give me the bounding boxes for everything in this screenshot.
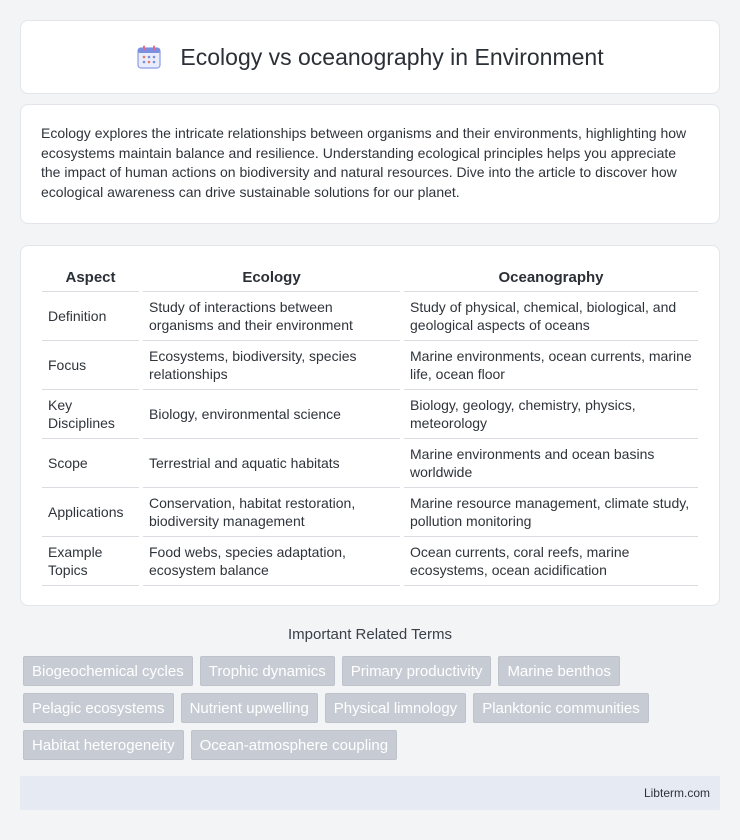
table-row: [42, 439, 698, 488]
related-term-tag[interactable]: Pelagic ecosystems: [23, 693, 174, 723]
related-term-tag[interactable]: Nutrient upwelling: [181, 693, 318, 723]
comparison-table: [38, 264, 702, 586]
cell-aspect: Example Topics: [42, 537, 139, 586]
header-oceanography: Oceanography: [404, 264, 698, 292]
header-aspect: Aspect: [42, 264, 139, 292]
footer-site-link[interactable]: Libterm.com: [643, 786, 710, 800]
table-row: [42, 292, 698, 341]
cell-aspect: Focus: [42, 341, 139, 390]
related-term-tag[interactable]: Habitat heterogeneity: [23, 730, 184, 760]
related-term-tag[interactable]: Marine benthos: [498, 656, 619, 686]
calendar-grid-icon: [136, 44, 162, 70]
cell-oceanography: Marine environments and ocean basins worldwide: [404, 439, 698, 488]
title-card: [20, 20, 720, 94]
related-term-tag[interactable]: Ocean-atmosphere coupling: [191, 730, 397, 760]
related-term-tag[interactable]: Planktonic communities: [473, 693, 649, 723]
table-row: [42, 341, 698, 390]
cell-oceanography: Study of physical, chemical, biological, and geological aspects of oceans: [404, 292, 698, 341]
page-title: Ecology vs oceanography in Environment: [180, 43, 604, 70]
cell-aspect: Applications: [42, 488, 139, 537]
related-term-tag[interactable]: Primary productivity: [342, 656, 492, 686]
cell-aspect: Scope: [42, 439, 139, 488]
cell-ecology: Terrestrial and aquatic habitats: [143, 439, 400, 488]
table-row: [42, 537, 698, 586]
related-term-tag[interactable]: Trophic dynamics: [200, 656, 335, 686]
cell-oceanography: Marine environments, ocean currents, marine life, ocean floor: [404, 341, 698, 390]
cell-ecology: Biology, environmental science: [143, 390, 400, 439]
cell-aspect: Definition: [42, 292, 139, 341]
comparison-card: [20, 245, 720, 606]
intro-text: Ecology explores the intricate relationships between organisms and their environments, highlighting how ecosystems maintain balance and resilience. Understanding ecological principles helps you appreciate the impact of human actions on biodiversity and natural resources. Dive into the article to discover how ecological awareness can drive sustainable solutions for our planet.: [41, 125, 687, 200]
cell-oceanography: Ocean currents, coral reefs, marine ecosystems, ocean acidification: [404, 537, 698, 586]
related-terms-heading: Important Related Terms: [288, 626, 452, 643]
cell-ecology: Conservation, habitat restoration, biodiversity management: [143, 488, 400, 537]
footer: [20, 776, 720, 810]
cell-ecology: Food webs, species adaptation, ecosystem balance: [143, 537, 400, 586]
related-terms-list: [20, 656, 700, 760]
cell-ecology: Study of interactions between organisms and their environment: [143, 292, 400, 341]
cell-oceanography: Marine resource management, climate study, pollution monitoring: [404, 488, 698, 537]
cell-ecology: Ecosystems, biodiversity, species relationships: [143, 341, 400, 390]
header-ecology: Ecology: [143, 264, 400, 292]
table-header-row: [42, 264, 698, 292]
intro-card: [20, 104, 720, 224]
table-row: [42, 488, 698, 537]
cell-oceanography: Biology, geology, chemistry, physics, meteorology: [404, 390, 698, 439]
cell-aspect: Key Disciplines: [42, 390, 139, 439]
table-row: [42, 390, 698, 439]
related-term-tag[interactable]: Biogeochemical cycles: [23, 656, 193, 686]
related-term-tag[interactable]: Physical limnology: [325, 693, 466, 723]
